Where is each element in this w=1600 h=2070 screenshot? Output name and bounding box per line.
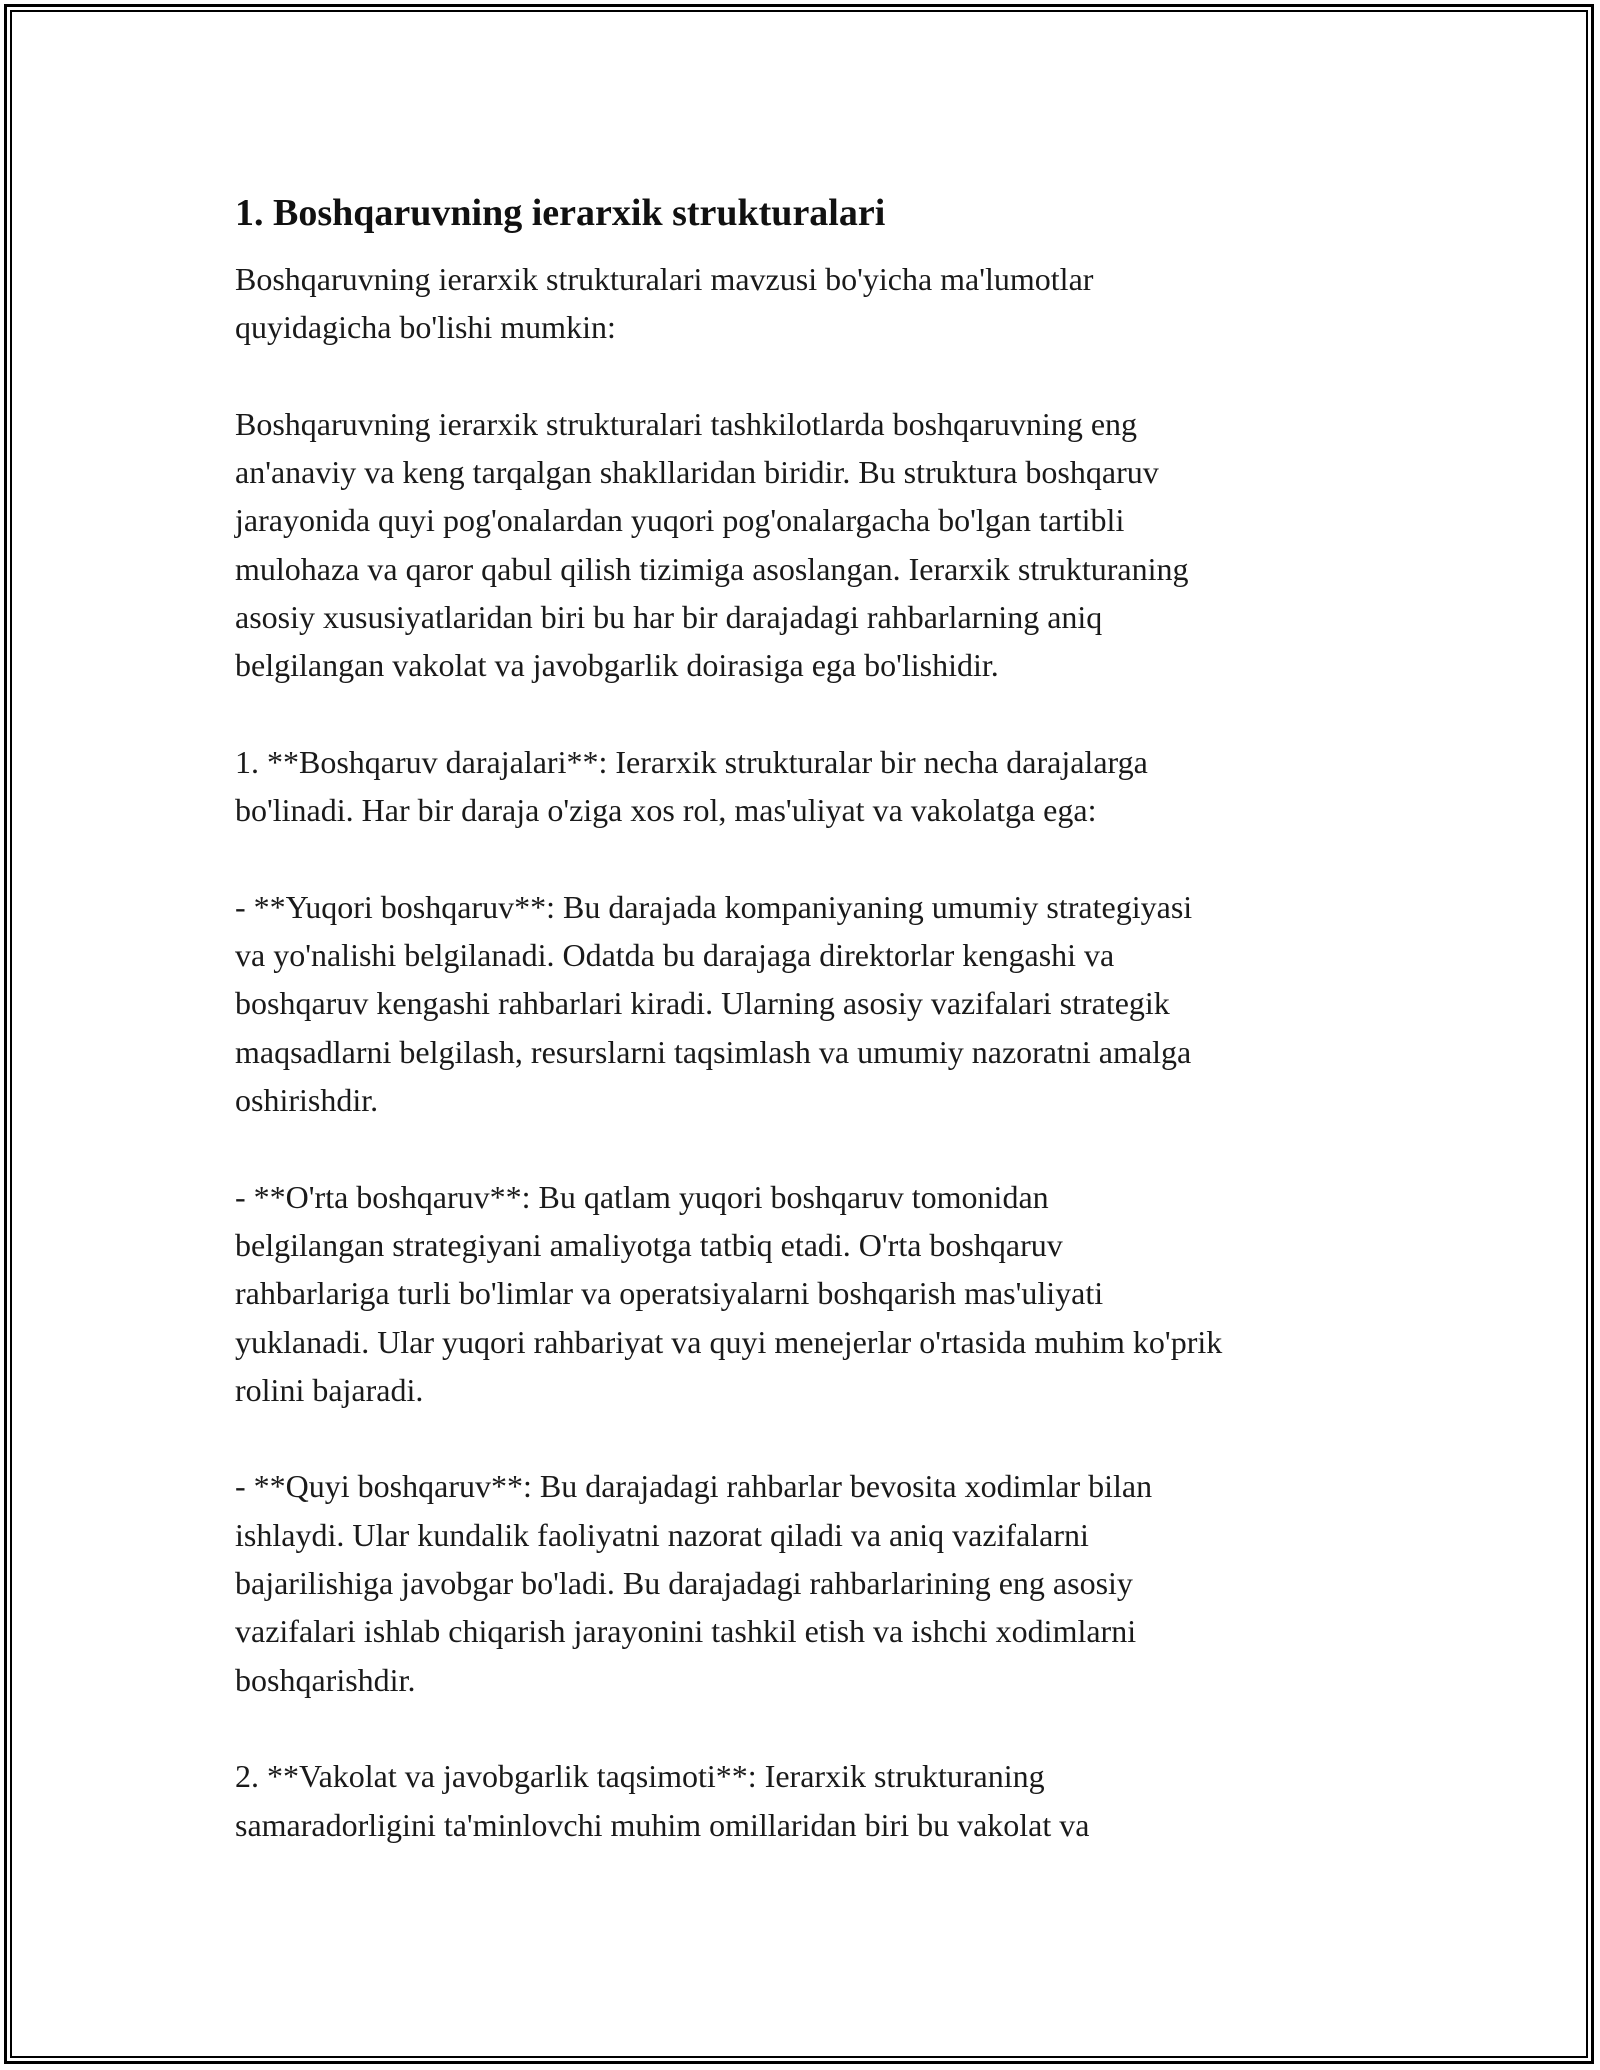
lower-management-paragraph: - **Quyi boshqaruv**: Bu darajadagi rahbarlar bevosita xodimlar bilan ishlaydi. Ular kundalik faoliyatni nazorat qiladi va aniq vazifalarni bajarilishiga javobgar bo'ladi. Bu darajadagi rahbarlarining eng asosiy vazifalari ishlab chiqarish jarayonini tashkil etish va ishchi xodimlarni boshqarishdir. — [235, 1468, 1153, 1698]
middle-management-paragraph: - **O'rta boshqaruv**: Bu qatlam yuqori boshqaruv tomonidan belgilangan strategiyani amaliyotga tatbiq etadi. O'rta boshqaruv rahbarlariga turli bo'limlar va operatsiyalarni boshqarish mas'uliyati yuklanadi. Ular yuqori rahbariyat va quyi menejerlar o'rtasida muhim ko'prik rolini bajaradi. — [235, 1178, 1223, 1408]
authority-paragraph: 2. **Vakolat va javobgarlik taqsimoti**: Ierarxik strukturaning samaradorligini ta'minlovchi muhim omillaridan biri bu vakolat va — [235, 1758, 1090, 1843]
document-body — [235, 185, 1395, 1849]
section-heading: 1. Boshqaruvning ierarxik strukturalari — [235, 192, 886, 234]
intro-paragraph: Boshqaruvning ierarxik strukturalari mavzusi bo'yicha ma'lumotlar quyidagicha bo'lishi mumkin: — [235, 261, 1094, 346]
top-management-paragraph: - **Yuqori boshqaruv**: Bu darajada kompaniyaning umumiy strategiyasi va yo'nalishi belgilanadi. Odatda bu darajaga direktorlar kengashi va boshqaruv kengashi rahbarlari kiradi. Ularning asosiy vazifalari strategik maqsadlarni belgilash, resurslarni taqsimlash va umumiy nazoratni amalga oshirishdir. — [235, 888, 1193, 1119]
overview-paragraph: Boshqaruvning ierarxik strukturalari tashkilotlarda boshqaruvning eng an'anaviy va keng tarqalgan shakllaridan biridir. Bu struktura boshqaruv jarayonida quyi pog'onalardan yuqori pog'onalargacha bo'lgan tartibli mulohaza va qaror qabul qilish tizimiga asoslangan. Ierarxik strukturaning asosiy xususiyatlaridan biri bu har bir darajadagi rahbarlarning aniq belgilangan vakolat va javobgarlik doirasiga ega bo'lishidir. — [235, 405, 1189, 684]
management-levels-paragraph: 1. **Boshqaruv darajalari**: Ierarxik strukturalar bir necha darajalarga bo'linadi. Har bir daraja o'ziga xos rol, mas'uliyat va vakolatga ega: — [235, 743, 1148, 829]
